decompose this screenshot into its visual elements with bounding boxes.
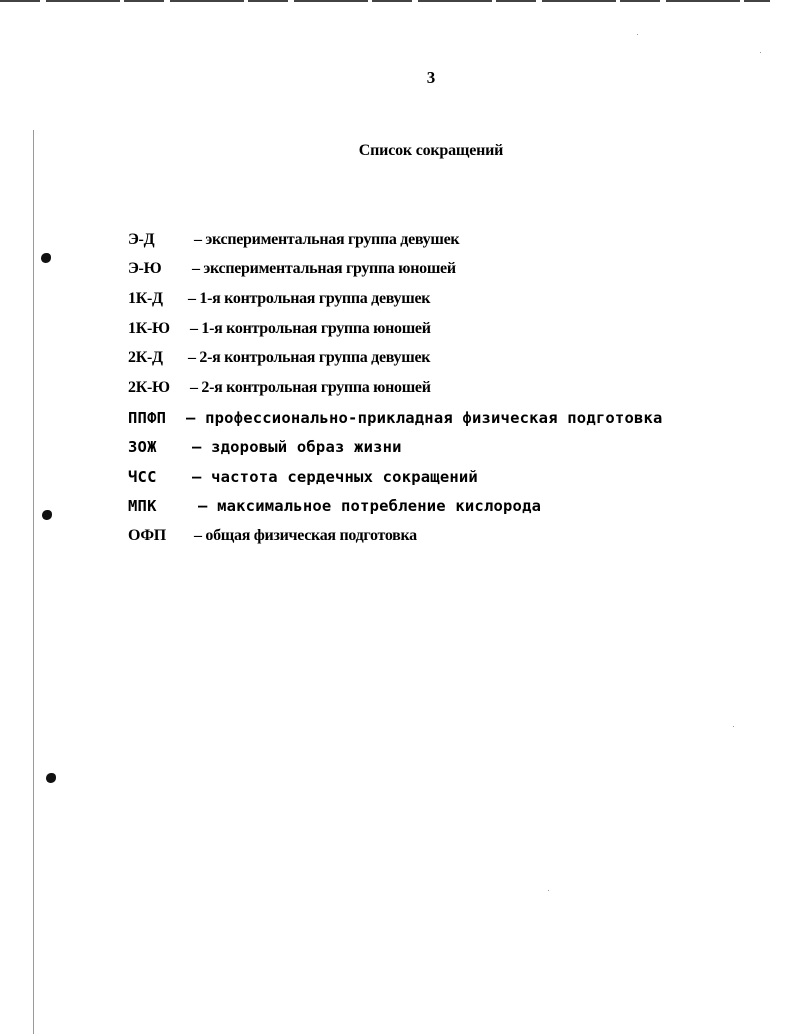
abbreviation-code: Э-Ю: [128, 260, 162, 277]
abbreviation-code: 1К-Д: [128, 290, 163, 307]
abbreviation-code: ЗОЖ: [128, 438, 157, 456]
abbreviation-code: ОФП: [128, 527, 166, 544]
abbreviation-definition: – профессионально-прикладная физическая подготовка: [186, 409, 663, 427]
binding-hole-top: [41, 253, 51, 263]
page-title: Список сокращений: [358, 142, 504, 159]
abbreviation-definition: – максимальное потребление кислорода: [198, 497, 542, 515]
abbreviation-code: ППФП: [128, 409, 167, 427]
scan-speck: [760, 52, 761, 53]
abbreviation-definition: – 2-я контрольная группа юношей: [190, 379, 431, 396]
abbreviation-definition: – частота сердечных сокращений: [192, 468, 478, 486]
abbreviation-definition: – 1-я контрольная группа юношей: [190, 320, 431, 337]
abbreviation-definition: – здоровый образ жизни: [192, 438, 402, 456]
abbreviation-definition: – 2-я контрольная группа девушек: [188, 349, 431, 366]
scan-speck: [637, 34, 638, 35]
scan-top-border: [0, 0, 770, 2]
scan-left-margin-line: [33, 130, 34, 1034]
abbreviation-definition: – общая физическая подготовка: [194, 527, 417, 544]
abbreviation-code: Э-Д: [128, 231, 155, 248]
abbreviation-code: 2К-Д: [128, 349, 163, 366]
abbreviation-code: 2К-Ю: [128, 379, 170, 396]
scan-speck: [548, 890, 549, 891]
abbreviation-code: МПК: [128, 497, 157, 515]
abbreviation-definition: – 1-я контрольная группа девушек: [188, 290, 431, 307]
binding-hole-bottom: [46, 773, 56, 783]
scan-speck: [733, 726, 734, 727]
abbreviation-definition: – экспериментальная группа девушек: [194, 231, 460, 248]
abbreviation-code: ЧСС: [128, 468, 157, 486]
abbreviation-definition: – экспериментальная группа юношей: [192, 260, 456, 277]
page-number: 3: [426, 68, 436, 87]
binding-hole-middle: [42, 510, 52, 520]
abbreviation-code: 1К-Ю: [128, 320, 170, 337]
